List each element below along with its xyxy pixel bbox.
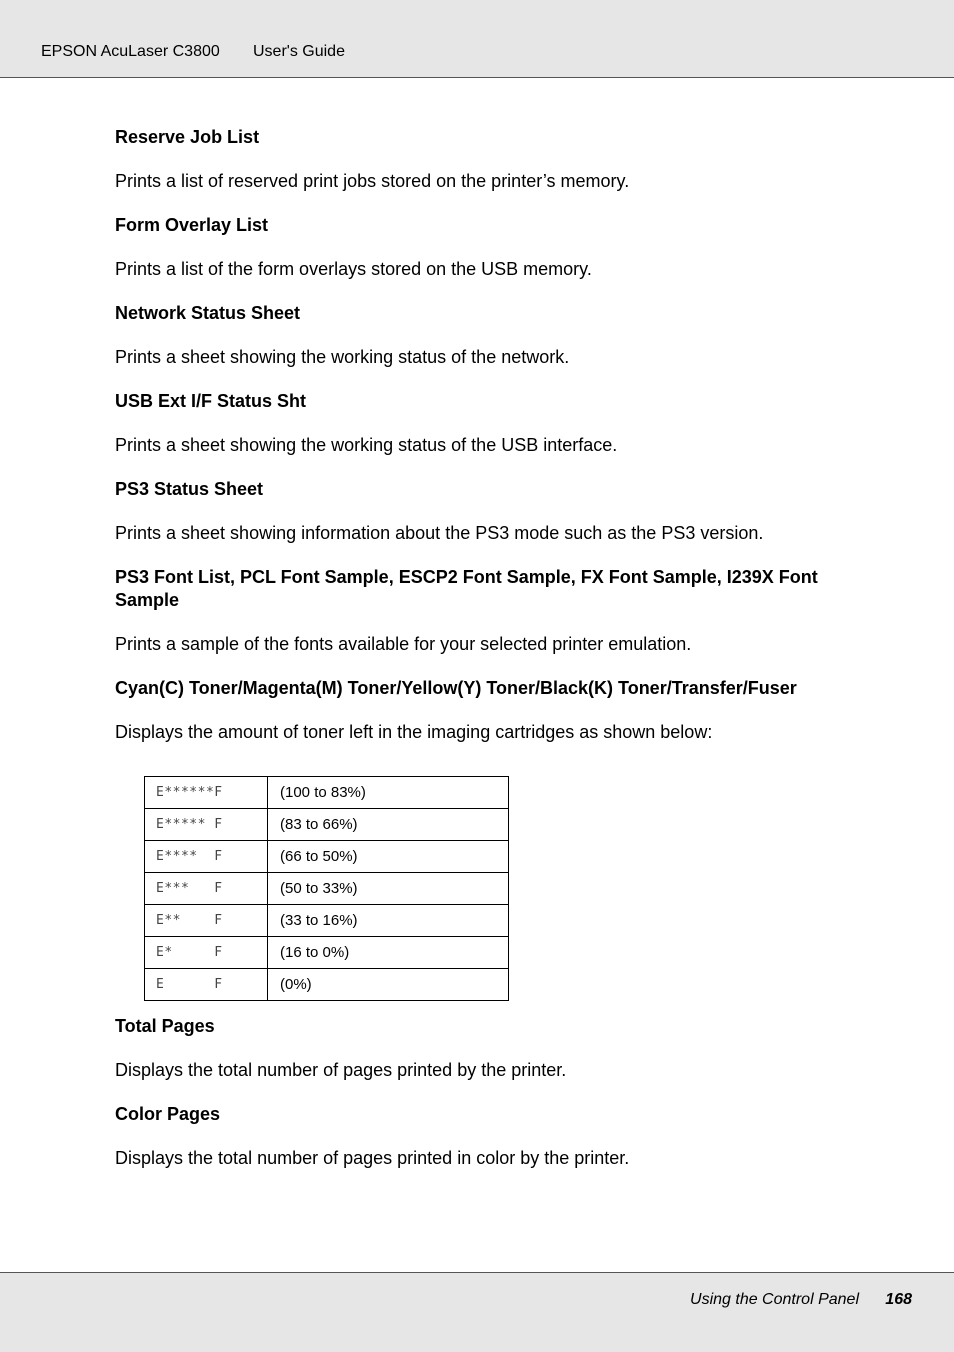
section-text: Prints a list of reserved print jobs stored on the printer’s memory. xyxy=(115,171,630,191)
section-text: Displays the total number of pages printed in color by the printer. xyxy=(115,1148,630,1168)
toner-gauge: E******F xyxy=(145,777,268,809)
product-name: EPSON AcuLaser C3800 xyxy=(41,43,220,60)
toner-range: (100 to 83%) xyxy=(268,777,509,809)
table-row xyxy=(145,905,509,937)
toner-range: (33 to 16%) xyxy=(268,905,509,937)
toner-range: (50 to 33%) xyxy=(268,873,509,905)
toner-gauge: E F xyxy=(145,969,268,1001)
section-text: Displays the amount of toner left in the imaging cartridges as shown below: xyxy=(115,722,713,742)
section-heading: Cyan(C) Toner/Magenta(M) Toner/Yellow(Y) Toner/Black(K) Toner/Transfer/Fuser xyxy=(115,678,797,698)
section-heading: Total Pages xyxy=(115,1016,215,1036)
toner-level-table xyxy=(144,776,509,1001)
toner-gauge: E* F xyxy=(145,937,268,969)
section-text: Prints a sheet showing the working status of the network. xyxy=(115,347,570,367)
table-row xyxy=(145,809,509,841)
section-heading: PS3 Font List, PCL Font Sample, ESCP2 Font Sample, FX Font Sample, I239X Font Sample xyxy=(115,567,818,610)
section-heading: Color Pages xyxy=(115,1104,221,1124)
section-text: Displays the total number of pages printed by the printer. xyxy=(115,1060,567,1080)
table-row xyxy=(145,777,509,809)
page-footer xyxy=(0,1272,954,1352)
section-text: Prints a sheet showing information about the PS3 mode such as the PS3 version. xyxy=(115,523,764,543)
page-number: 168 xyxy=(885,1291,912,1308)
table-row xyxy=(145,873,509,905)
table-row xyxy=(145,937,509,969)
toner-gauge: E***** F xyxy=(145,809,268,841)
toner-gauge: E*** F xyxy=(145,873,268,905)
toner-range: (83 to 66%) xyxy=(268,809,509,841)
main-content xyxy=(115,126,885,1191)
section-heading: Network Status Sheet xyxy=(115,303,301,323)
toner-gauge: E** F xyxy=(145,905,268,937)
guide-title: User's Guide xyxy=(253,43,345,60)
section-heading: Form Overlay List xyxy=(115,215,269,235)
chapter-title: Using the Control Panel xyxy=(690,1291,859,1308)
toner-range: (16 to 0%) xyxy=(268,937,509,969)
table-row xyxy=(145,969,509,1001)
table-row xyxy=(145,841,509,873)
toner-range: (66 to 50%) xyxy=(268,841,509,873)
section-heading: PS3 Status Sheet xyxy=(115,479,264,499)
section-heading: Reserve Job List xyxy=(115,127,260,147)
section-text: Prints a list of the form overlays stored on the USB memory. xyxy=(115,259,592,279)
section-heading: USB Ext I/F Status Sht xyxy=(115,391,307,411)
section-text: Prints a sample of the fonts available for your selected printer emulation. xyxy=(115,634,692,654)
page-header xyxy=(0,0,954,78)
section-text: Prints a sheet showing the working status of the USB interface. xyxy=(115,435,618,455)
toner-gauge: E**** F xyxy=(145,841,268,873)
toner-range: (0%) xyxy=(268,969,509,1001)
